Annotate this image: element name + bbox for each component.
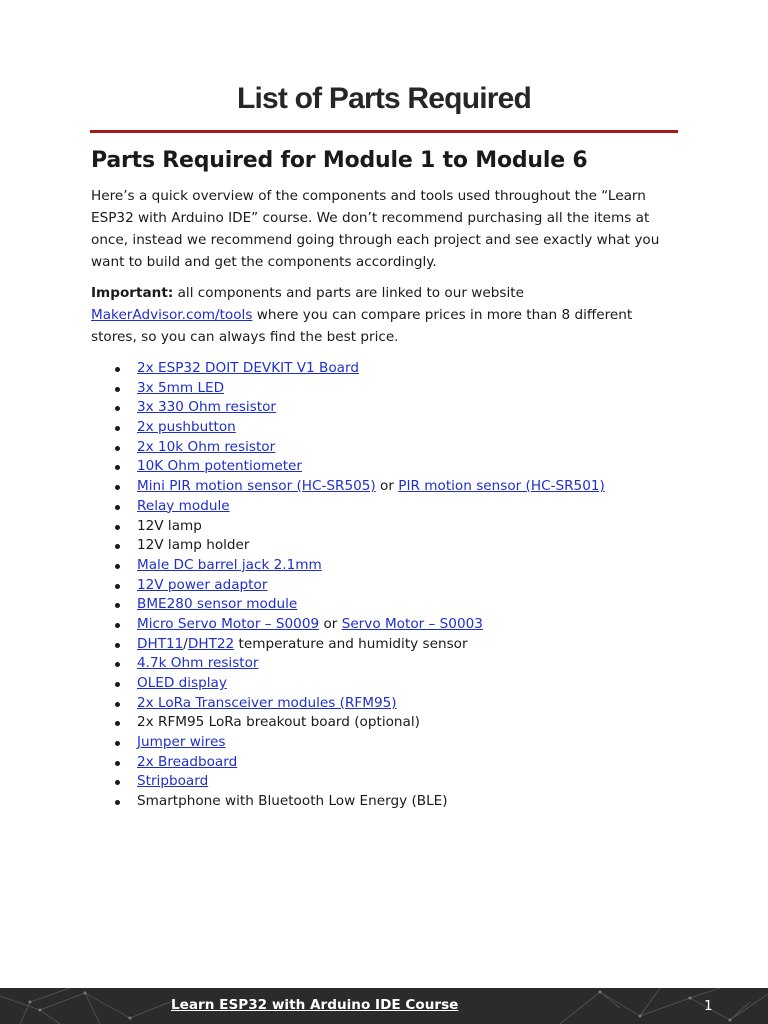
part-text: Smartphone with Bluetooth Low Energy (BLE) <box>137 793 448 810</box>
part-link[interactable]: DHT11 <box>137 635 184 652</box>
page-title: List of Parts Required <box>236 82 532 115</box>
section-heading: Parts Required for Module 1 to Module 6 <box>91 148 588 173</box>
title-divider <box>90 130 678 133</box>
part-link[interactable]: BME280 sensor module <box>137 596 298 613</box>
bullet-icon <box>115 643 120 648</box>
parts-list-item <box>91 477 605 497</box>
bullet-icon <box>115 544 120 549</box>
parts-list-item <box>91 733 605 753</box>
part-link[interactable]: 4.7k Ohm resistor <box>137 655 259 672</box>
part-text: 12V lamp holder <box>137 537 250 554</box>
page-number: 1 <box>704 998 713 1014</box>
important-paragraph <box>91 282 681 348</box>
parts-list-item <box>91 517 605 537</box>
parts-list-item <box>91 674 605 694</box>
parts-list-item <box>91 772 605 792</box>
bullet-icon <box>115 662 120 667</box>
parts-list-item <box>91 497 605 517</box>
part-link[interactable]: PIR motion sensor (HC-SR501) <box>398 478 605 495</box>
bullet-icon <box>115 485 120 490</box>
bullet-icon <box>115 721 120 726</box>
part-text: or <box>319 615 342 632</box>
bullet-icon <box>115 682 120 687</box>
bullet-icon <box>115 800 120 805</box>
part-link[interactable]: Mini PIR motion sensor (HC-SR505) <box>137 478 376 495</box>
parts-list-item <box>91 635 605 655</box>
parts-list-item <box>91 792 605 812</box>
bullet-icon <box>115 426 120 431</box>
important-label: Important: <box>91 285 174 301</box>
bullet-icon <box>115 525 120 530</box>
parts-list-item <box>91 418 605 438</box>
parts-list-item <box>91 379 605 399</box>
bullet-icon <box>115 387 120 392</box>
bullet-icon <box>115 584 120 589</box>
bullet-icon <box>115 367 120 372</box>
part-text: or <box>375 478 399 495</box>
important-text-before: all components and parts are linked to our website <box>173 285 524 301</box>
parts-list-item <box>91 536 605 556</box>
bullet-icon <box>115 780 120 785</box>
part-text: temperature and humidity sensor <box>234 635 468 652</box>
footer <box>0 988 768 1024</box>
parts-list-item <box>91 694 605 714</box>
part-link[interactable]: OLED display <box>137 675 227 691</box>
bullet-icon <box>115 465 120 470</box>
part-link[interactable]: Relay module <box>137 497 230 514</box>
part-link[interactable]: 3x 330 Ohm resistor <box>137 399 276 416</box>
bullet-icon <box>115 702 120 707</box>
part-link[interactable]: 2x Breadboard <box>137 753 238 770</box>
part-link[interactable]: Micro Servo Motor – S0009 <box>137 615 320 632</box>
parts-list-item <box>91 713 605 733</box>
parts-list-item <box>91 457 605 477</box>
part-text: 12V lamp <box>137 517 202 534</box>
parts-list-item <box>91 654 605 674</box>
makeradvisor-link[interactable]: MakerAdvisor.com/tools <box>91 307 253 323</box>
part-link[interactable]: 2x LoRa Transceiver modules (RFM95) <box>137 694 397 711</box>
parts-list-item <box>91 576 605 596</box>
parts-list-item <box>91 615 605 635</box>
part-link[interactable]: 2x 10k Ohm resistor <box>137 438 276 455</box>
bullet-icon <box>115 623 120 628</box>
parts-list-item <box>91 438 605 458</box>
part-link[interactable]: 3x 5mm LED <box>137 379 225 396</box>
part-link[interactable]: 12V power adaptor <box>137 576 268 593</box>
parts-list-item <box>91 398 605 418</box>
part-link[interactable]: 2x ESP32 DOIT DEVKIT V1 Board <box>137 360 359 376</box>
bullet-icon <box>115 741 120 746</box>
parts-list <box>91 359 605 812</box>
part-link[interactable]: Servo Motor – S0003 <box>341 615 483 632</box>
bullet-icon <box>115 603 120 608</box>
footer-course-link[interactable]: Learn ESP32 with Arduino IDE Course <box>171 997 459 1013</box>
parts-list-item <box>91 359 605 379</box>
important-text-after: where you can compare prices in more than 8 different stores, so you can always find the best price. <box>91 307 633 345</box>
bullet-icon <box>115 505 120 510</box>
bullet-icon <box>115 406 120 411</box>
parts-list-item <box>91 595 605 615</box>
part-link[interactable]: DHT22 <box>187 635 235 652</box>
bullet-icon <box>115 564 120 569</box>
intro-paragraph: Here’s a quick overview of the components and tools used throughout the “Learn ESP32 with Arduino IDE” course. We don’t recommend purchasing all the items at once, instead we recommend going through each project and see exactly what you want to build and get the components accordingly. <box>91 188 660 270</box>
part-link[interactable]: Male DC barrel jack 2.1mm <box>137 556 322 573</box>
part-link[interactable]: 10K Ohm potentiometer <box>137 458 302 475</box>
bullet-icon <box>115 446 120 451</box>
parts-list-item <box>91 556 605 576</box>
part-text: 2x RFM95 LoRa breakout board (optional) <box>137 714 420 731</box>
part-text: / <box>183 635 188 652</box>
part-link[interactable]: Stripboard <box>137 773 209 790</box>
part-link[interactable]: 2x pushbutton <box>137 419 236 436</box>
part-link[interactable]: Jumper wires <box>137 734 226 751</box>
bullet-icon <box>115 761 120 766</box>
parts-list-item <box>91 753 605 773</box>
